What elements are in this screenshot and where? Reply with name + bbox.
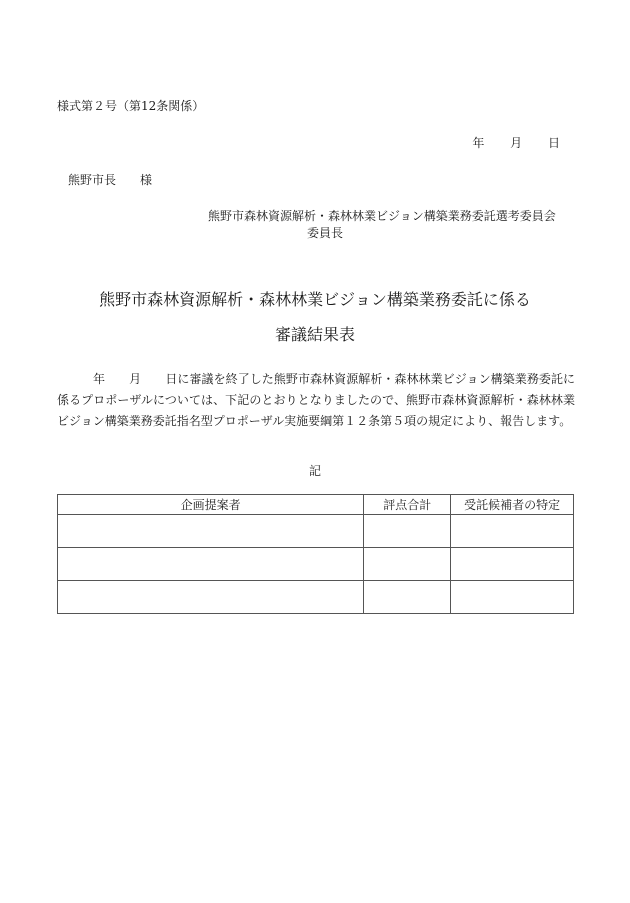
- form-number: 様式第２号（第12条関係）: [57, 99, 205, 113]
- body-paragraph: 年 月 日に審議を終了した熊野市森林資源解析・森林林業ビジョン構築業務委託に係るプロポーザルについては、下記のとおりとなりましたので、熊野市森林資源解析・森林林業ビジョン構築業務委託指名型プロポーザル実施要綱第１２条第５項の規定により、報告します。: [57, 372, 575, 428]
- cell-proposer: [58, 515, 364, 548]
- cell-candidate-designation: [451, 548, 574, 581]
- header-score-total: 評点合計: [364, 495, 451, 515]
- sender-role: 委員長: [307, 226, 344, 240]
- cell-score-total: [364, 548, 451, 581]
- cell-score-total: [364, 581, 451, 614]
- table-row: [58, 581, 574, 614]
- header-candidate-designation: 受託候補者の特定: [451, 495, 574, 515]
- cell-proposer: [58, 548, 364, 581]
- addressee: 熊野市長 様: [68, 173, 153, 187]
- table-row: [58, 515, 574, 548]
- document-title-line2: 審議結果表: [274, 325, 355, 344]
- result-table: [57, 494, 574, 614]
- cell-candidate-designation: [451, 581, 574, 614]
- cell-score-total: [364, 515, 451, 548]
- ki-label: 記: [308, 464, 321, 478]
- header-proposer: 企画提案者: [58, 495, 364, 515]
- date-line: 年 月 日: [472, 136, 560, 150]
- table-row: [58, 548, 574, 581]
- cell-proposer: [58, 581, 364, 614]
- cell-candidate-designation: [451, 515, 574, 548]
- sender-organization: 熊野市森林資源解析・森林林業ビジョン構築業務委託選考委員会: [208, 209, 556, 223]
- table-header-row: [58, 495, 574, 515]
- document-title-line1: 熊野市森林資源解析・森林林業ビジョン構築業務委託に係る: [99, 290, 531, 309]
